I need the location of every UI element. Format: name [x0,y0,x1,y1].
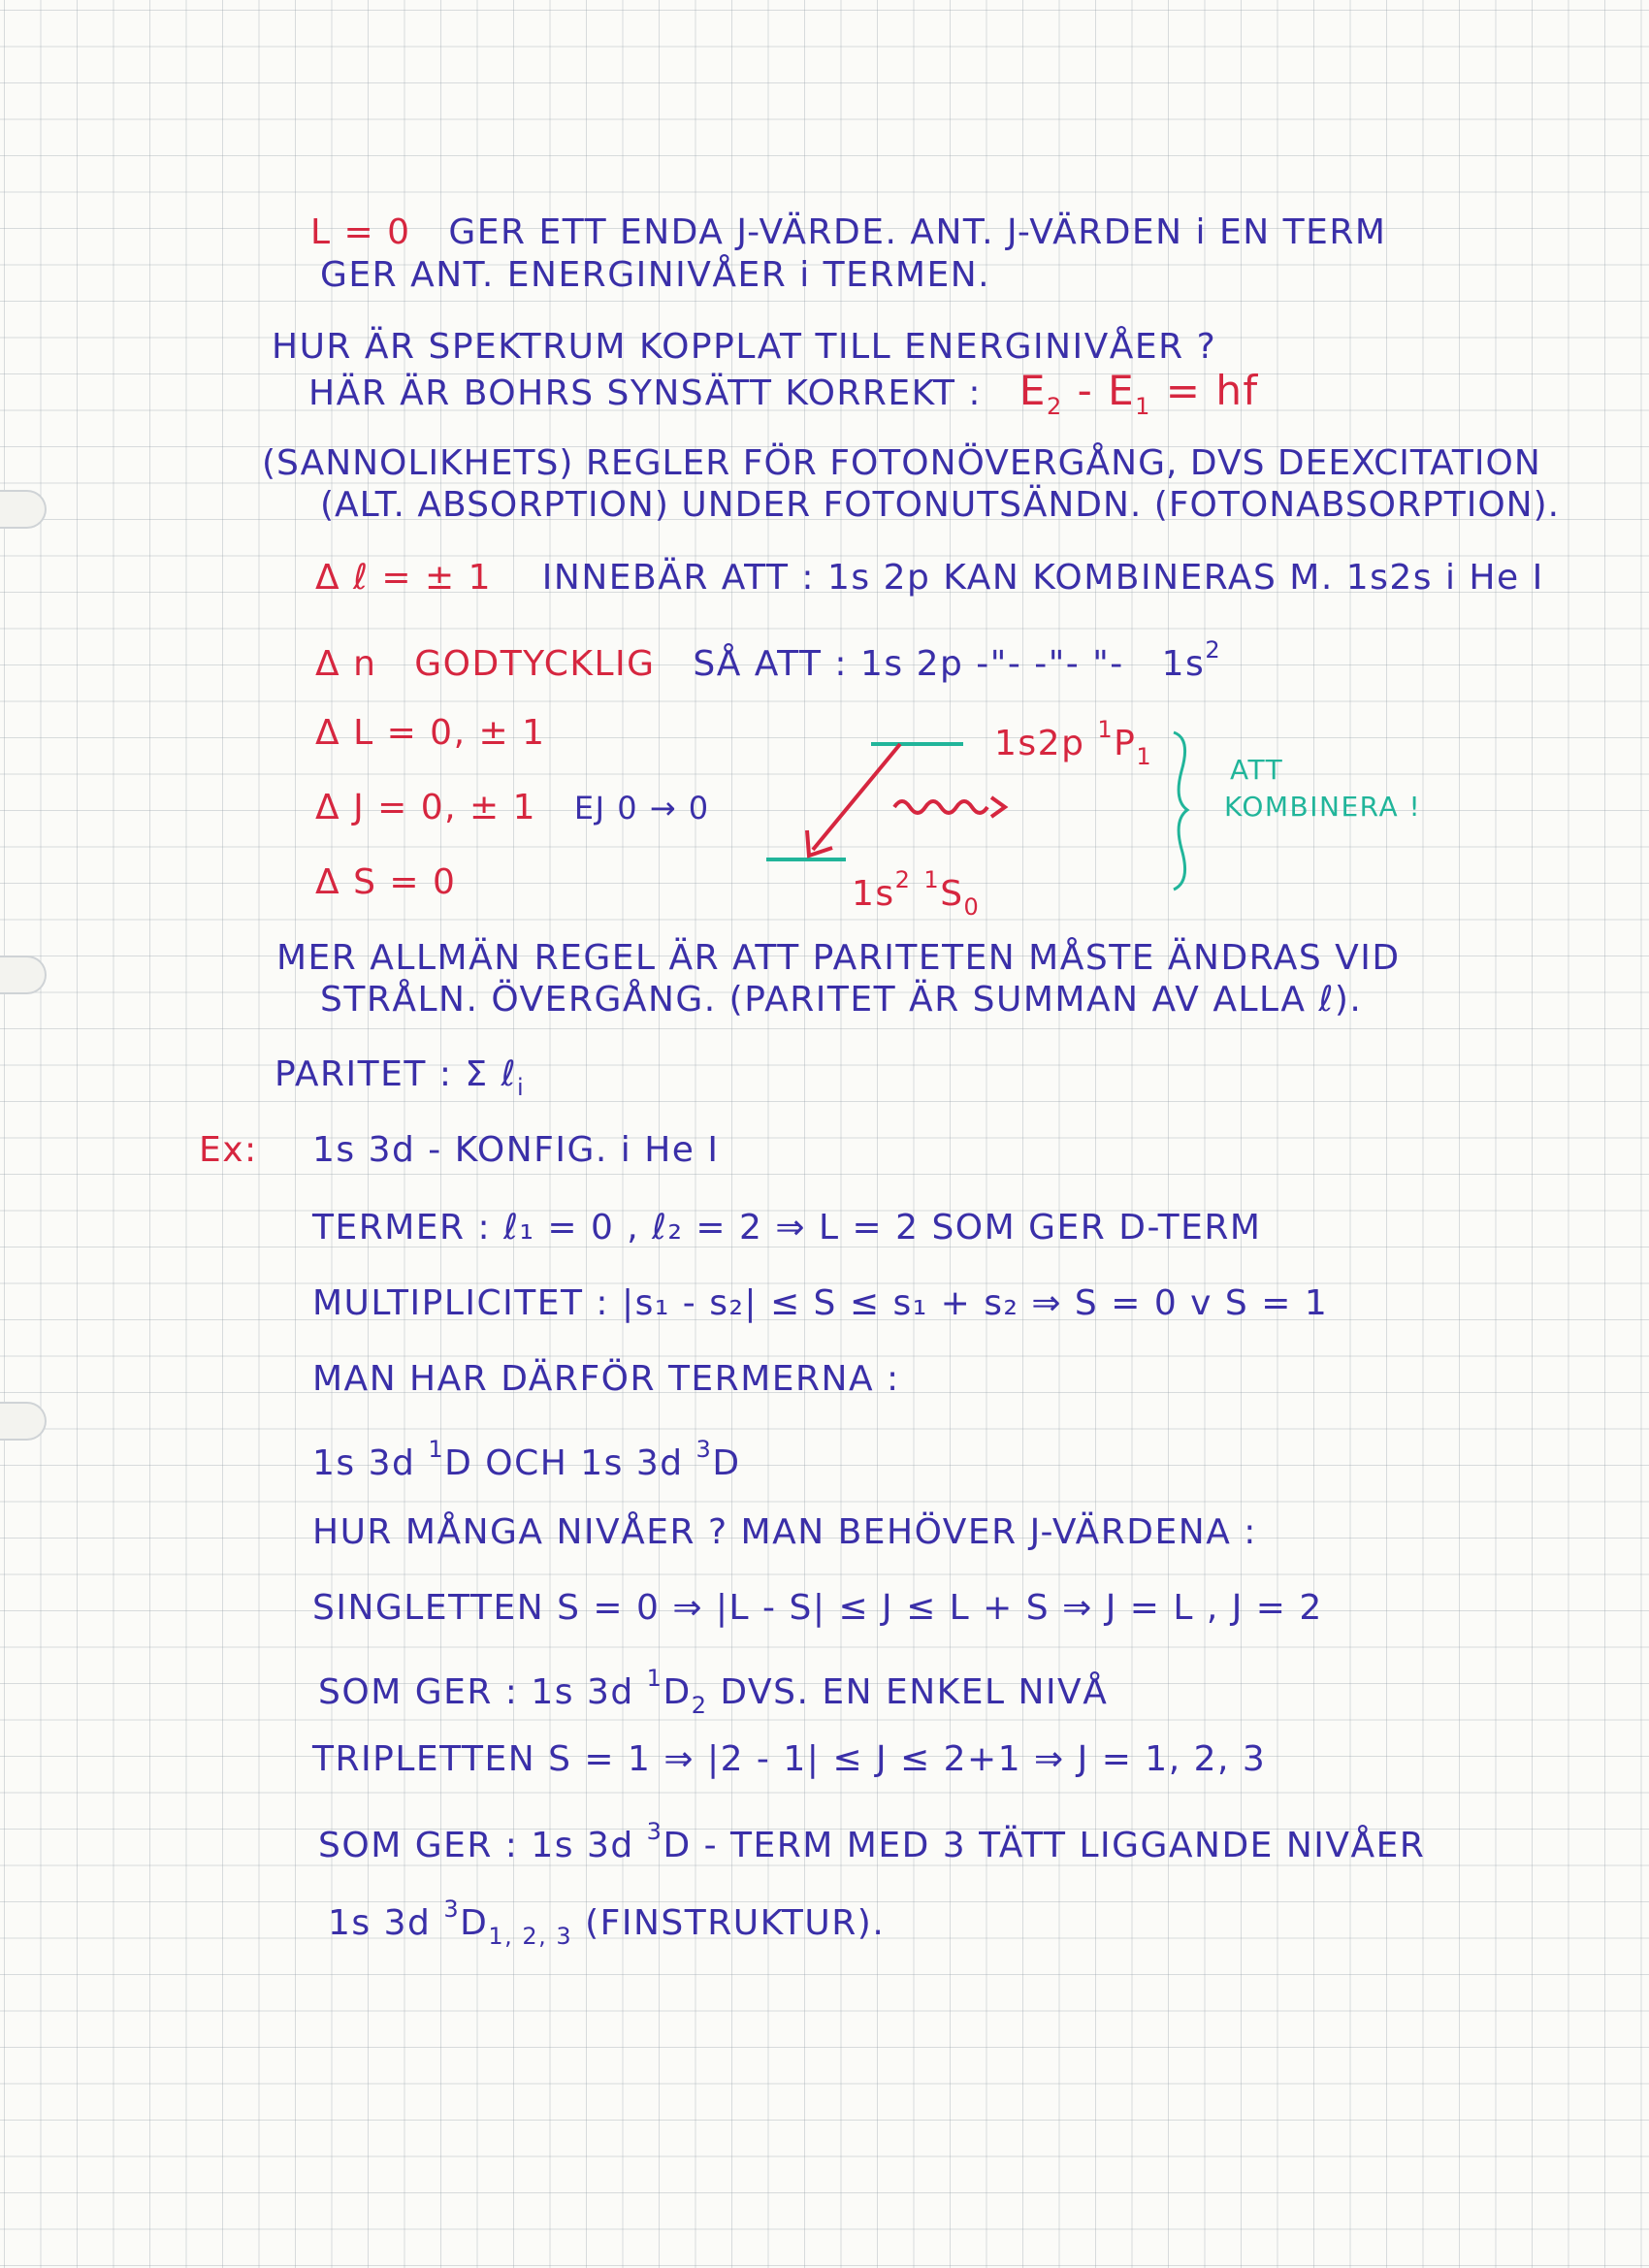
blue-text: HÄR ÄR BOHRS SYNSÄTT KORREKT : [308,373,983,413]
selection-rule: Δ S = 0 [315,862,457,902]
red-text: L = 0 [310,212,411,252]
curly-brace [1174,732,1187,890]
example-label: Ex: [199,1130,258,1170]
diagram-note: KOMBINERA ! [1224,791,1422,823]
text-line: GER ANT. ENERGINIVÅER i TERMEN. [320,255,991,295]
text-line: 1s 3d $^1$D OCH 1s 3d $^3$D [312,1436,741,1483]
blue-text: EJ 0 → 0 [573,790,710,826]
text-line: MER ALLMÄN REGEL ÄR ATT PARITETEN MÅSTE ÄNDRAS VID [276,938,1401,978]
text-line: STRÅLN. ÖVERGÅNG. (PARITET ÄR SUMMAN AV ALLA ℓ). [320,980,1363,1020]
blue-text: GER ETT ENDA J-VÄRDE. ANT. J-VÄRDEN i EN TERM [448,212,1387,252]
text-line: 1s 3d $^3D_{1, 2, 3}$ (FINSTRUKTUR). [328,1895,886,1950]
diagram-lower-label: $1s^2$ $^1S_0$ [852,866,981,921]
text-line: MULTIPLICITET : |s₁ - s₂| ≤ S ≤ s₁ + s₂ ⇒ S = 0 v S = 1 [312,1283,1329,1323]
text-line: (ALT. ABSORPTION) UNDER FOTONUTSÄNDN. (FOTONABSORPTION). [320,485,1561,525]
blue-text: SÅ ATT : 1s 2p -"- -"- "- [693,644,1124,684]
red-text: Δ J = 0, ± 1 [315,788,537,827]
text-line: 1s 3d - KONFIG. i He I [312,1130,720,1170]
red-text: GODTYCKLIG [414,644,656,684]
text-line: SINGLETTEN S = 0 ⇒ |L - S| ≤ J ≤ L + S ⇒ J = L , J = 2 [312,1588,1323,1628]
photon-wave [894,801,987,813]
text-line: MAN HAR DÄRFÖR TERMERNA : [312,1359,900,1399]
text-line: (SANNOLIKHETS) REGLER FÖR FOTONÖVERGÅNG, DVS DEEXCITATION [262,443,1541,483]
text-line: TERMER : ℓ₁ = 0 , ℓ₂ = 2 ⇒ L = 2 SOM GER D-TERM [312,1208,1262,1247]
blue-text: INNEBÄR ATT : 1s 2p KAN KOMBINERAS M. 1s2s i He I [541,558,1544,598]
diagram-note: ATT [1230,754,1284,786]
text-line: HUR MÅNGA NIVÅER ? MAN BEHÖVER J-VÄRDENA : [312,1512,1257,1552]
diagram-upper-label: 1s2p $^1P_1$ [994,716,1153,770]
bohr-formula: $E_2 - E_1$ = hf [1018,367,1259,420]
text-line: SOM GER : 1s 3d $^1D_2$ DVS. EN ENKEL NIVÅ [318,1665,1109,1719]
text-line: HUR ÄR SPEKTRUM KOPPLAT TILL ENERGINIVÅER ? [272,327,1217,367]
photon-arrow-head [991,797,1005,817]
blue-text: $1s^2$ [1161,636,1222,684]
text-line: PARITET : Σ ℓ$_i$ [275,1054,526,1101]
transition-arrow [813,744,900,850]
red-text: Δ ℓ = ± 1 [315,558,493,598]
text-line: SOM GER : 1s 3d $^3$D - TERM MED 3 TÄTT LIGGANDE NIVÅER [318,1818,1426,1865]
red-text: Δ n [315,644,377,684]
text-line: TRIPLETTEN S = 1 ⇒ |2 - 1| ≤ J ≤ 2+1 ⇒ J = 1, 2, 3 [312,1739,1267,1779]
selection-rule: Δ L = 0, ± 1 [315,713,546,753]
